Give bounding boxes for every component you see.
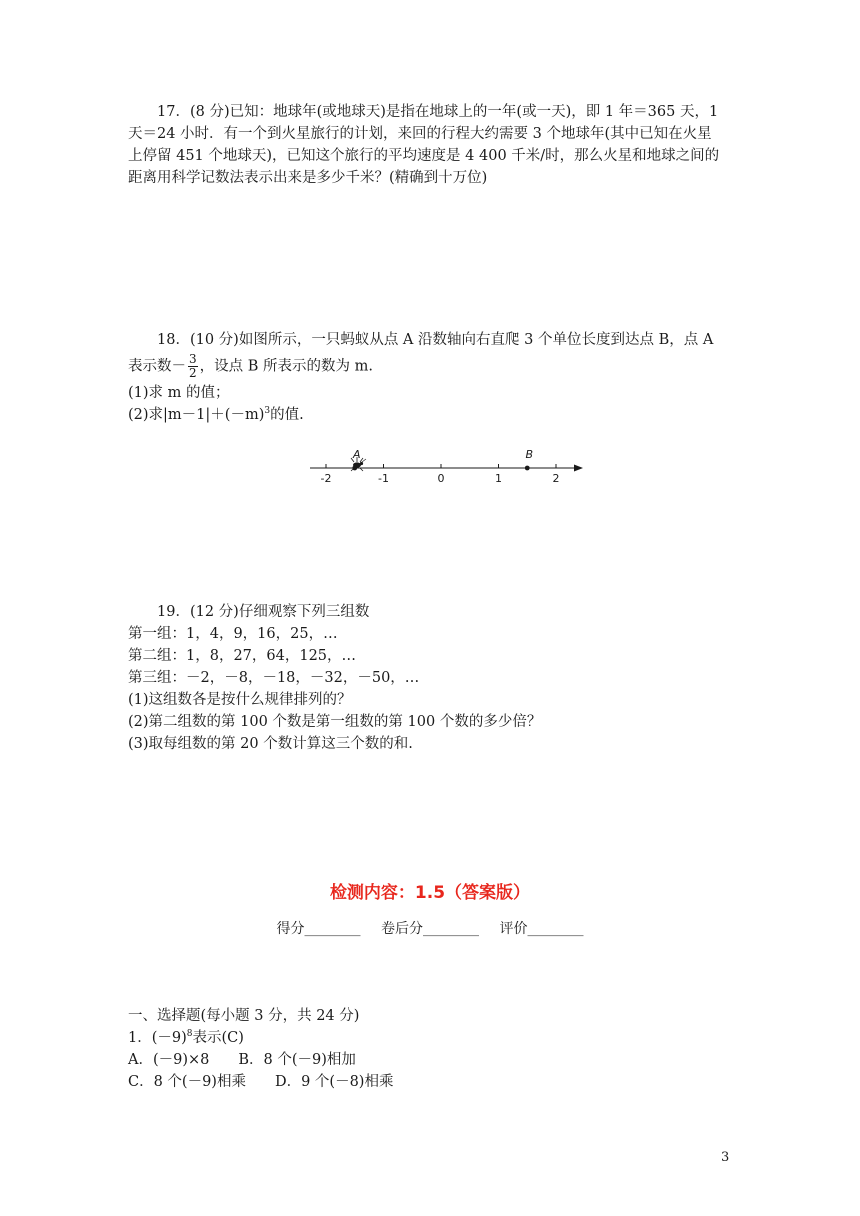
- number-line-figure: [300, 440, 600, 490]
- point-b-dot: [525, 466, 530, 471]
- score-field: 得分________: [276, 921, 361, 937]
- section-1-heading: 一、选择题(每小题 3 分，共 24 分): [128, 1008, 360, 1024]
- q17-line-3: 上停留 451 个地球天)，已知这个旅行的平均速度是 4 400 千米/时，那么火星和地球之间的: [128, 148, 720, 164]
- s1-question-1: [128, 1027, 736, 1049]
- s1-q1-pre: 1．(－9): [128, 1030, 187, 1046]
- s1-q1-options-cd: C．8 个(－9)相乘 D．9 个(－8)相乘: [128, 1074, 394, 1090]
- fraction-three-halves: [188, 353, 198, 380]
- q18-line-2: [128, 353, 736, 380]
- number-line-axis: [310, 465, 583, 472]
- fraction-denominator: 2: [189, 366, 197, 380]
- question-19: [128, 601, 736, 755]
- q18-sub-2-post: 的值.: [270, 407, 304, 423]
- s1-q1-exponent: 8: [186, 1029, 193, 1040]
- point-b-label: B: [525, 448, 534, 461]
- tick-label: 2: [552, 472, 560, 485]
- page-number: 3: [721, 1150, 730, 1165]
- q17-line-1: 17．(8 分)已知：地球年(或地球天)是指在地球上的一年(或一天)，即 1 年＝365 天，1: [157, 104, 719, 120]
- q18-line-2-pre: 表示数－: [128, 358, 186, 375]
- fraction-numerator: 3: [189, 352, 197, 366]
- point-a-label: A: [352, 448, 361, 461]
- point-a-dot: [352, 466, 357, 471]
- s1-q1-post: 表示(C): [192, 1030, 244, 1046]
- q19-sub-2: (2)第二组数的第 100 个数是第一组数的第 100 个数的多少倍？: [128, 714, 542, 730]
- question-17: [128, 101, 736, 189]
- q19-group-2: 第二组：1，8，27，64，125，…: [128, 648, 357, 664]
- question-18: [128, 329, 736, 426]
- s1-q1-options-ab: A．(－9)×8 B．8 个(－9)相加: [128, 1052, 356, 1068]
- q18-sub-2-exponent: 3: [264, 406, 271, 417]
- final-score-field: 卷后分________: [381, 921, 479, 937]
- q17-line-4: 距离用科学记数法表示出来是多少千米？(精确到十万位): [128, 170, 488, 186]
- q19-sub-1: (1)这组数各是按什么规律排列的？: [128, 692, 352, 708]
- tick-label: -1: [378, 472, 389, 485]
- q18-sub-2-pre: (2)求|m－1|＋(－m): [128, 407, 265, 423]
- q19-group-3: 第三组：－2，－8，－18，－32，－50，…: [128, 670, 420, 686]
- number-line-points: [352, 448, 533, 470]
- tick-label: 0: [437, 472, 445, 485]
- answer-section-title: 检测内容：1.5（答案版）: [329, 883, 531, 903]
- evaluation-field: 评价________: [499, 921, 584, 937]
- q19-line-1: 19．(12 分)仔细观察下列三组数: [157, 604, 370, 620]
- q19-group-1: 第一组：1，4，9，16，25，…: [128, 626, 338, 642]
- q17-line-2: 天＝24 小时．有一个到火星旅行的计划，来回的行程大约需要 3 个地球年(其中已知在火星: [128, 126, 712, 142]
- q18-sub-1: (1)求 m 的值；: [128, 385, 230, 401]
- q18-line-1: 18．(10 分)如图所示，一只蚂蚁从点 A 沿数轴向右直爬 3 个单位长度到达点 B，点 A: [157, 332, 714, 348]
- tick-label: -2: [320, 472, 332, 485]
- q19-sub-3: (3)取每组数的第 20 个数计算这三个数的和.: [128, 736, 413, 752]
- q18-sub-2: [128, 404, 736, 426]
- tick-label: 1: [495, 472, 502, 485]
- section-1: [128, 1005, 736, 1093]
- q18-line-2-post: ，设点 B 所表示的数为 m.: [199, 358, 373, 375]
- score-line: [0, 918, 860, 938]
